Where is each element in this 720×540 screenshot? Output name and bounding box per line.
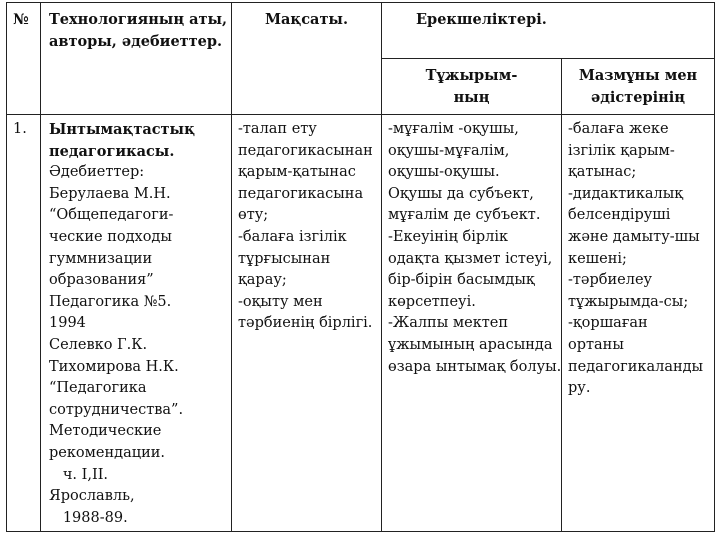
technology-table [6,2,715,532]
text-line: 1994 [49,315,86,332]
header-goal [232,3,382,115]
text-line: қарау; [238,272,287,289]
text-line: кешені; [568,250,627,267]
row1-goal-lines [238,119,381,335]
text-line: одақта қызмет істеуі, [388,250,553,267]
text-line: белсендіруші [568,207,671,224]
text-line: бір-бірін басымдық [388,272,535,289]
text-line: өту; [238,207,269,224]
text-line: -тәрбиелеу [568,272,653,289]
text-line: педагогикаланды [568,358,704,375]
text-line: -дидактикалық [568,185,684,202]
text-line: Методические [49,423,162,440]
text-line: Селевко Г.К. [49,336,148,353]
text-line: -Жалпы мектеп [388,315,509,332]
text-line: педагогикасы. [49,142,175,160]
text-line: рекомендации. [49,444,166,461]
text-line: авторы, әдебиеттер. [49,32,223,50]
text-line: Ынтымақтастық [49,121,195,138]
header-concept-lines [382,65,561,108]
text-line: 1988-89. [49,509,128,526]
text-line: Ярославль, [49,488,135,505]
header-concept [382,59,562,115]
text-line: көрсетпеуі. [388,293,476,310]
row1-concept-lines [388,119,561,378]
text-line: “Общепедагоги- [49,207,174,224]
header-content-methods [562,59,715,115]
text-line: Тихомирова Н.К. [49,358,179,375]
header-technology [41,3,232,115]
text-line: Мазмұны мен [578,67,698,84]
row1-num-text: 1. [13,121,27,137]
header-technology-lines [49,9,231,52]
text-line: ортаны [568,336,624,353]
text-line: тәрбиенің бірлігі. [238,315,373,332]
text-line: сотрудничества”. [49,401,184,418]
text-line: -талап ету [238,121,317,137]
row1-title-lines [49,119,231,162]
row1-content-methods-lines [568,119,714,400]
text-line: ру. [568,380,591,397]
text-line: ізгілік қарым- [568,142,675,159]
header-features-text: Ерекшеліктері. [416,11,547,28]
text-line: -Екеуінің бірлік [388,228,509,245]
text-line: Тұжырым- [425,67,518,84]
row1-num [7,115,41,532]
text-line: Педагогика №5. [49,293,172,310]
text-line: ч. І,ІІ. [49,466,109,483]
text-line: тұрғысынан [238,250,331,267]
text-line: өзара ынтымақ болуы. [388,358,562,375]
text-line: ның [453,88,490,106]
text-line: -балаға ізгілік [238,228,347,245]
text-line: Технологияның аты, [49,11,228,28]
text-line: -қоршаған [568,315,648,332]
header-num [7,3,41,115]
text-line: образования” [49,272,154,289]
text-line: -мұғалім -оқушы, [388,121,519,137]
text-line: Оқушы да субъект, [388,185,534,202]
text-line: -балаға жеке [568,121,669,137]
header-content-methods-lines [562,65,714,108]
text-line: ұжымының арасында [388,336,553,353]
header-num-text: № [13,11,29,28]
row1-concept [382,115,562,532]
text-line: Әдебиеттер: [49,164,145,181]
text-line: және дамыту-шы [568,228,700,245]
header-features [382,3,715,59]
text-line: оқушы-оқушы. [388,164,500,181]
text-line: қарым-қатынас [238,164,356,181]
text-line: гуммнизации [49,250,153,267]
text-line: -оқыту мен [238,293,323,310]
text-line: тұжырымда-сы; [568,293,689,310]
text-line: “Педагогика [49,380,147,397]
text-line: Берулаева М.Н. [49,185,171,202]
text-line: педагогикасынан [238,142,373,159]
row1-technology [41,115,232,532]
text-line: мұғалім де субъект. [388,207,541,224]
row1-content-methods [562,115,715,532]
row1-goal [232,115,382,532]
text-line: қатынас; [568,164,637,181]
text-line: оқушы-мұғалім, [388,142,510,159]
text-line: әдістерінің [591,88,685,106]
text-line: педагогикасына [238,185,364,202]
row1-literature-lines [49,162,231,529]
header-goal-text: Мақсаты. [264,11,349,28]
text-line: ческие подходы [49,228,172,245]
